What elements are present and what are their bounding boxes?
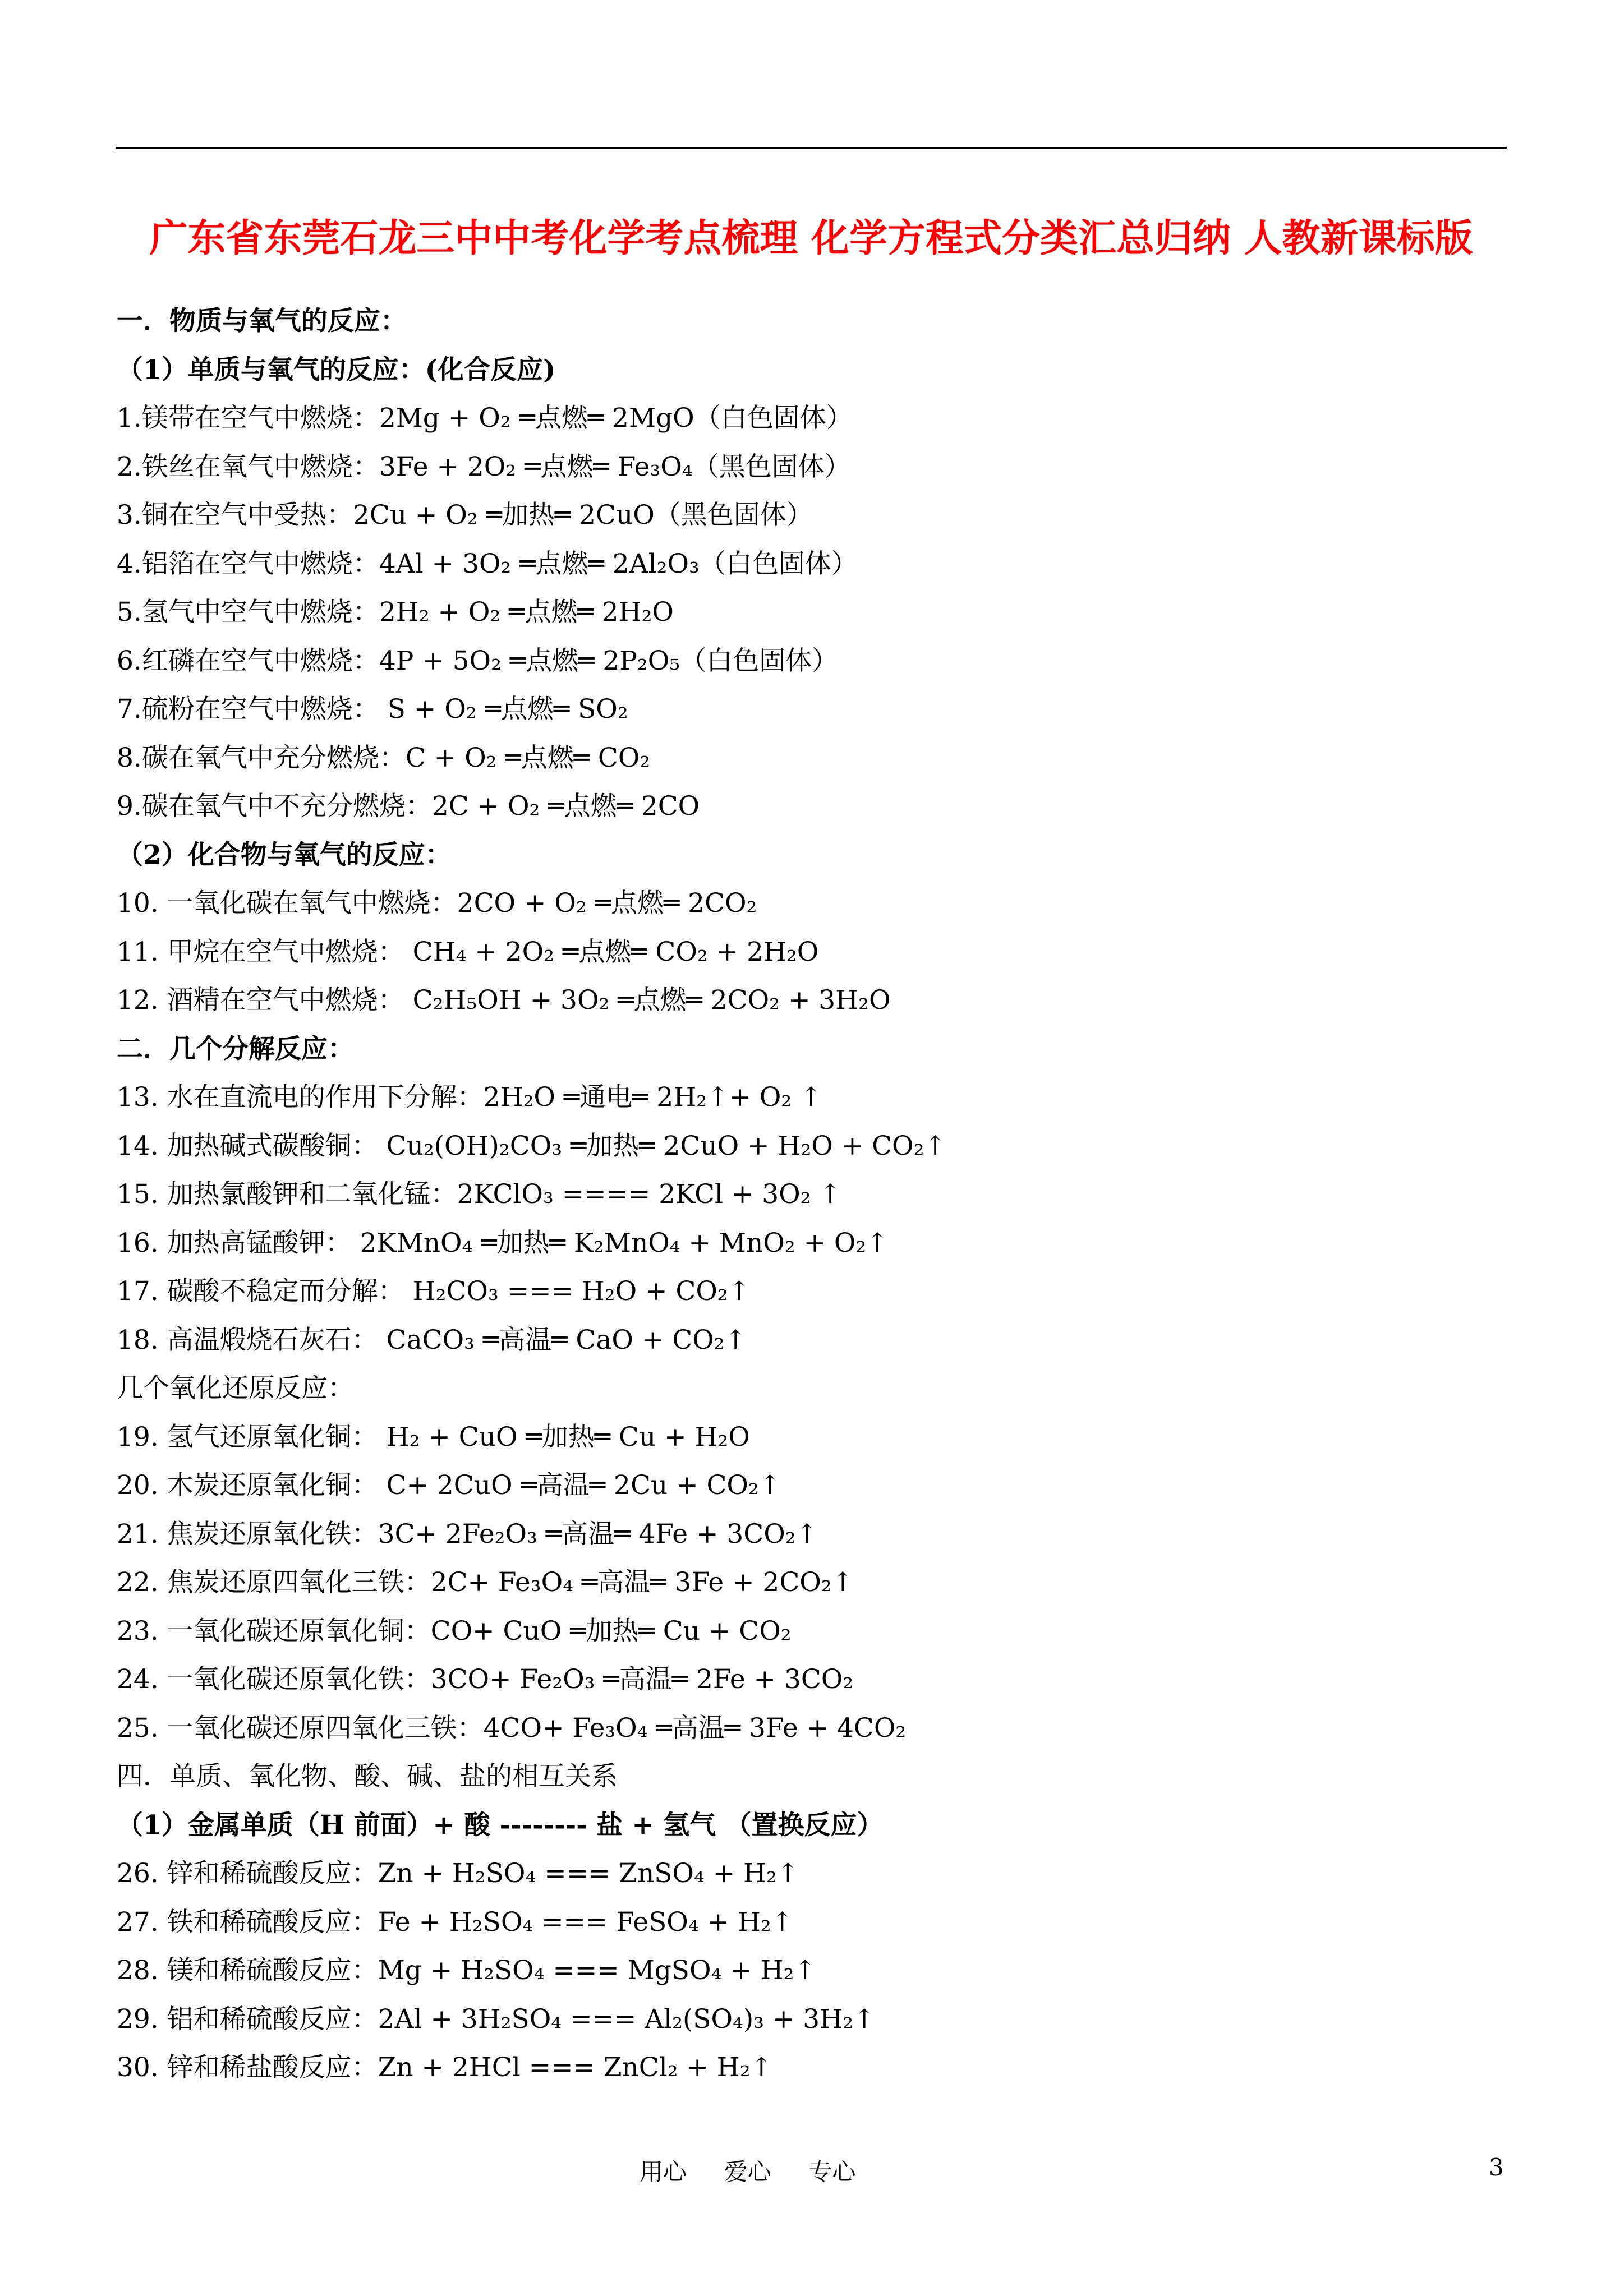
equation-line: 13. 水在直流电的作用下分解：2H₂O ═通电═ 2H₂↑+ O₂ ↑ xyxy=(117,1082,822,1113)
section-heading: （1）单质与氧气的反应：(化合反应) xyxy=(117,354,556,385)
equation-line: 12. 酒精在空气中燃烧： C₂H₅OH + 3O₂ ═点燃═ 2CO₂ + 3H₂O xyxy=(117,985,891,1016)
equation-line: 26. 锌和稀硫酸反应：Zn + H₂SO₄ === ZnSO₄ + H₂↑ xyxy=(117,1858,799,1889)
equation-line: 14. 加热碱式碳酸铜： Cu₂(OH)₂CO₃ ═加热═ 2CuO + H₂O + CO₂↑ xyxy=(117,1130,946,1161)
equation-line: 6.红磷在空气中燃烧：4P + 5O₂ ═点燃═ 2P₂O₅（白色固体） xyxy=(117,645,839,676)
page-title: 广东省东莞石龙三中中考化学考点梳理 化学方程式分类汇总归纳 人教新课标版 xyxy=(149,216,1473,261)
document-body xyxy=(117,297,1508,2092)
equation-line: 8.碳在氧气中充分燃烧：C + O₂ ═点燃═ CO₂ xyxy=(117,742,651,773)
section-heading: 二．几个分解反应： xyxy=(117,1033,354,1064)
equation-line: 3.铜在空气中受热：2Cu + O₂ ═加热═ 2CuO（黑色固体） xyxy=(117,500,813,531)
equation-line: 21. 焦炭还原氧化铁：3C+ 2Fe₂O₃ ═高温═ 4Fe + 3CO₂↑ xyxy=(117,1518,818,1550)
equation-line: 19. 氢气还原氧化铜： H₂ + CuO ═加热═ Cu + H₂O xyxy=(117,1421,750,1453)
equation-line: 2.铁丝在氧气中燃烧：3Fe + 2O₂ ═点燃═ Fe₃O₄（黑色固体） xyxy=(117,451,851,482)
equation-line: 30. 锌和稀盐酸反应：Zn + 2HCl === ZnCl₂ + H₂↑ xyxy=(117,2052,773,2083)
equation-line: 18. 高温煅烧石灰石： CaCO₃ ═高温═ CaO + CO₂↑ xyxy=(117,1324,747,1356)
equation-line: 25. 一氧化碳还原四氧化三铁：4CO+ Fe₃O₄ ═高温═ 3Fe + 4CO₂ xyxy=(117,1712,907,1744)
equation-line: 四．单质、氧化物、酸、碱、盐的相互关系 xyxy=(117,1761,618,1792)
header-rule xyxy=(116,147,1507,149)
equation-line: 28. 镁和稀硫酸反应：Mg + H₂SO₄ === MgSO₄ + H₂↑ xyxy=(117,1955,816,1986)
footer-motto: 用心 爱心 专心 xyxy=(640,2158,856,2186)
equation-line: 29. 铝和稀硫酸反应：2Al + 3H₂SO₄ === Al₂(SO₄)₃ + 3H₂↑ xyxy=(117,2003,876,2035)
equation-line: 16. 加热高锰酸钾： 2KMnO₄ ═加热═ K₂MnO₄ + MnO₂ + O₂↑ xyxy=(117,1227,889,1258)
equation-line: 11. 甲烷在空气中燃烧： CH₄ + 2O₂ ═点燃═ CO₂ + 2H₂O xyxy=(117,936,819,967)
equation-line: 10. 一氧化碳在氧气中燃烧：2CO + O₂ ═点燃═ 2CO₂ xyxy=(117,888,757,919)
equation-line: 4.铝箔在空气中燃烧：4Al + 3O₂ ═点燃═ 2Al₂O₃（白色固体） xyxy=(117,548,858,579)
page-number: 3 xyxy=(1489,2154,1504,2181)
equation-line: 几个氧化还原反应： xyxy=(117,1373,354,1404)
equation-line: 20. 木炭还原氧化铜： C+ 2CuO ═高温═ 2Cu + CO₂↑ xyxy=(117,1470,781,1501)
equation-line: 7.硫粉在空气中燃烧： S + O₂ ═点燃═ SO₂ xyxy=(117,694,628,725)
equation-line: 15. 加热氯酸钾和二氧化锰：2KClO₃ ==== 2KCl + 3O₂ ↑ xyxy=(117,1179,841,1210)
equation-line: 23. 一氧化碳还原氧化铜：CO+ CuO ═加热═ Cu + CO₂ xyxy=(117,1615,792,1647)
equation-line: 9.碳在氧气中不充分燃烧：2C + O₂ ═点燃═ 2CO xyxy=(117,791,700,822)
equation-line: 24. 一氧化碳还原氧化铁：3CO+ Fe₂O₃ ═高温═ 2Fe + 3CO₂ xyxy=(117,1664,854,1695)
equation-line: 5.氢气中空气中燃烧：2H₂ + O₂ ═点燃═ 2H₂O xyxy=(117,597,674,628)
page-footer xyxy=(0,2148,1624,2187)
equation-line: 17. 碳酸不稳定而分解： H₂CO₃ === H₂O + CO₂↑ xyxy=(117,1276,751,1307)
equation-line: 22. 焦炭还原四氧化三铁：2C+ Fe₃O₄ ═高温═ 3Fe + 2CO₂↑ xyxy=(117,1567,854,1598)
section-heading: （2）化合物与氧气的反应： xyxy=(117,839,452,870)
equation-line: 27. 铁和稀硫酸反应：Fe + H₂SO₄ === FeSO₄ + H₂↑ xyxy=(117,1906,794,1938)
section-heading: （1）金属单质（H 前面）+ 酸 -------- 盐 + 氢气 （置换反应） xyxy=(117,1809,884,1841)
section-heading: 一．物质与氧气的反应： xyxy=(117,306,407,336)
equation-line: 1.镁带在空气中燃烧：2Mg + O₂ ═点燃═ 2MgO（白色固体） xyxy=(117,403,853,434)
